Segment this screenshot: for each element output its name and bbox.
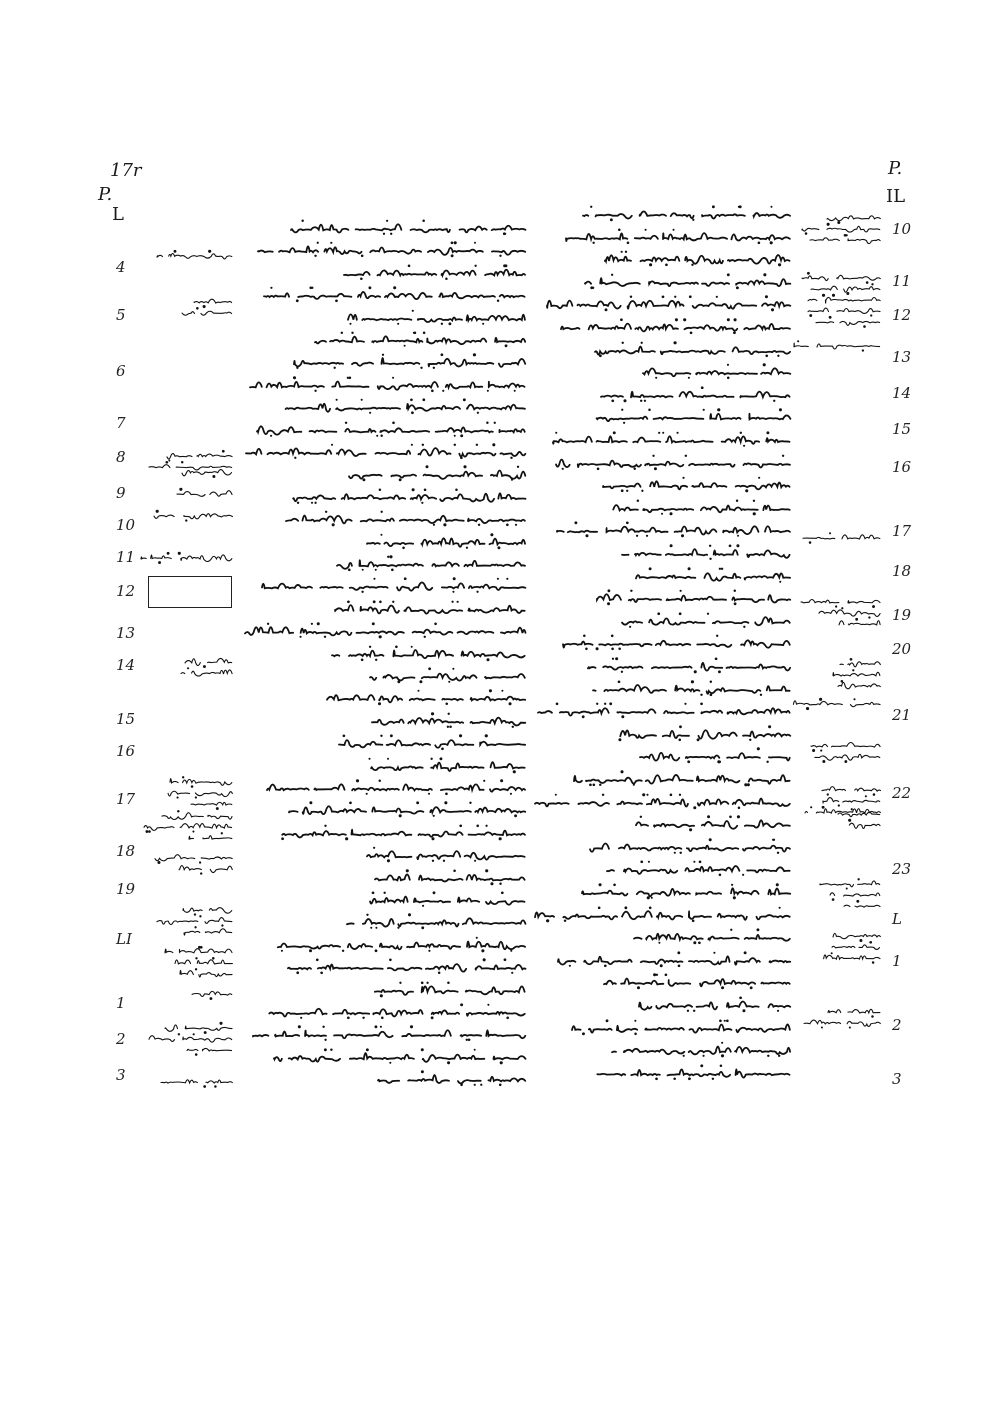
left-verse-number: 15	[116, 710, 136, 728]
left-script-line	[264, 939, 525, 953]
right-margin-note	[816, 880, 880, 890]
left-margin-note	[153, 252, 232, 262]
boxed-marginal-note	[148, 576, 232, 608]
right-margin-note	[812, 318, 880, 328]
left-verse-number: 17	[116, 790, 136, 808]
right-script-line	[557, 321, 790, 335]
left-script-line	[366, 670, 525, 684]
right-script-line	[553, 524, 790, 538]
left-margin-note	[175, 865, 232, 875]
left-verse-number: 7	[116, 414, 126, 432]
right-margin-note	[804, 307, 880, 317]
right-margin-note	[812, 954, 880, 964]
left-verse-number: 11	[116, 548, 136, 566]
left-verse-number: 8	[116, 448, 126, 466]
left-margin-note	[190, 298, 232, 308]
right-margin-note	[824, 1008, 880, 1018]
left-script-line	[340, 267, 525, 281]
left-margin-note	[173, 490, 232, 500]
right-script-line	[599, 479, 790, 493]
left-script-line	[335, 737, 525, 751]
left-verse-number: 4	[116, 258, 126, 276]
left-script-line	[344, 312, 525, 326]
right-margin-note	[829, 932, 880, 942]
left-script-line	[263, 782, 525, 796]
left-margin-note	[150, 512, 232, 522]
left-script-line	[254, 244, 525, 258]
right-script-line	[568, 1022, 790, 1036]
left-script-line	[323, 692, 525, 706]
right-script-line	[593, 592, 790, 606]
right-verse-number: 19	[892, 606, 912, 624]
right-script-line	[636, 750, 790, 764]
left-margin-note	[176, 970, 232, 980]
right-margin-note	[807, 742, 880, 752]
right-script-line	[609, 728, 790, 742]
right-script-line	[593, 253, 790, 267]
left-script-line	[258, 580, 525, 594]
left-script-line	[328, 648, 525, 662]
left-margin-note	[155, 452, 232, 462]
right-verse-number: 1	[892, 952, 902, 970]
left-script-line	[277, 401, 525, 415]
left-margin-note	[181, 658, 232, 668]
right-margin-note	[807, 285, 880, 295]
right-verse-number: 17	[892, 522, 912, 540]
right-verse-number: 12	[892, 306, 912, 324]
left-verse-number: 2	[116, 1030, 126, 1048]
right-margin-note	[835, 620, 880, 630]
left-margin-note	[179, 990, 232, 1000]
left-margin-note	[178, 468, 232, 478]
left-verse-number: LI	[116, 930, 132, 948]
right-verse-number: 22	[892, 784, 912, 802]
left-margin-note	[161, 948, 232, 958]
left-margin-note	[145, 1035, 232, 1045]
left-margin-note	[179, 906, 232, 916]
left-verse-number: 9	[116, 484, 126, 502]
right-script-line	[604, 502, 790, 516]
left-script-line	[331, 603, 525, 617]
right-margin-note	[806, 236, 880, 246]
right-margin-note	[823, 214, 880, 224]
right-script-line	[632, 818, 790, 832]
left-script-line	[242, 446, 525, 460]
right-chapter-number: IL	[886, 186, 906, 207]
right-script-line	[618, 615, 790, 629]
right-margin-note	[826, 891, 880, 901]
right-verse-number: 20	[892, 640, 912, 658]
right-verse-number: 21	[892, 706, 912, 724]
left-margin-note	[178, 309, 232, 319]
right-margin-note	[834, 810, 880, 820]
left-script-line	[333, 558, 525, 572]
right-script-line	[543, 298, 790, 312]
right-verse-number: 2	[892, 1016, 902, 1034]
left-verse-number: 10	[116, 516, 136, 534]
left-margin-note	[161, 1024, 232, 1034]
left-script-line	[374, 1073, 525, 1087]
right-script-line	[531, 796, 790, 810]
right-script-line	[584, 660, 790, 674]
left-script-line	[284, 961, 525, 975]
left-verse-number: 6	[116, 362, 126, 380]
left-script-line	[290, 356, 525, 370]
left-verse-number: 12	[116, 582, 136, 600]
left-margin-note	[147, 917, 232, 927]
left-script-line	[261, 1006, 525, 1020]
right-margin-note	[786, 700, 880, 710]
left-margin-note	[185, 834, 232, 844]
right-verse-number: 18	[892, 562, 912, 580]
right-margin-note	[798, 274, 880, 284]
right-verse-number: 10	[892, 220, 912, 238]
right-margin-note	[818, 786, 880, 796]
left-script-line	[371, 872, 525, 886]
left-script-line	[246, 379, 525, 393]
left-verse-number: 16	[116, 742, 136, 760]
left-script-line	[285, 491, 525, 505]
left-script-line	[366, 894, 525, 908]
right-verse-number: L	[892, 910, 902, 928]
left-margin-note	[157, 1078, 232, 1088]
right-script-line	[593, 1067, 790, 1081]
right-verse-number: 3	[892, 1070, 902, 1088]
right-script-line	[589, 683, 790, 697]
left-margin-note	[137, 554, 232, 564]
right-margin-note	[828, 943, 880, 953]
right-script-line	[581, 276, 790, 290]
left-margin-note	[140, 823, 232, 833]
right-margin-note	[797, 598, 880, 608]
right-script-line	[586, 841, 790, 855]
right-verse-number: 15	[892, 420, 912, 438]
left-margin-note	[158, 812, 232, 822]
right-margin-note	[798, 225, 880, 235]
right-margin-note	[804, 296, 880, 306]
right-script-line	[597, 389, 790, 403]
left-script-line	[271, 827, 525, 841]
left-chapter-number: L	[112, 204, 124, 225]
right-margin-note	[790, 342, 880, 352]
left-verse-number: 18	[116, 842, 136, 860]
left-script-line	[363, 536, 525, 550]
right-script-line	[578, 886, 790, 900]
right-margin-note	[791, 1019, 880, 1029]
right-script-line	[590, 411, 790, 425]
left-verse-number: 1	[116, 994, 126, 1012]
right-margin-note	[829, 671, 880, 681]
right-script-line	[549, 434, 790, 448]
left-script-line	[368, 715, 525, 729]
right-margin-note	[819, 797, 880, 807]
right-script-line	[562, 231, 790, 245]
right-verse-number: 16	[892, 458, 912, 476]
left-verse-number: 5	[116, 306, 126, 324]
left-script-line	[311, 334, 525, 348]
right-verse-number: 11	[892, 272, 912, 290]
left-margin-note	[151, 854, 232, 864]
right-verse-number: 23	[892, 860, 912, 878]
left-verse-number: 13	[116, 624, 136, 642]
left-folio-number: 17r	[110, 160, 142, 181]
right-margin-note	[835, 821, 880, 831]
right-margin-note	[834, 682, 880, 692]
right-script-line	[570, 773, 790, 787]
left-script-line	[287, 222, 525, 236]
right-script-line	[534, 705, 790, 719]
right-script-line	[635, 999, 790, 1013]
right-margin-note	[807, 753, 880, 763]
left-verse-number: 19	[116, 880, 136, 898]
right-verse-number: 13	[892, 348, 912, 366]
right-verse-number: 14	[892, 384, 912, 402]
left-margin-note	[166, 778, 232, 788]
right-script-line	[552, 457, 790, 471]
right-script-line	[531, 909, 790, 923]
right-siglum: P.	[888, 158, 903, 179]
left-script-line	[260, 289, 525, 303]
left-siglum: P.	[98, 184, 113, 205]
left-margin-note	[177, 669, 232, 679]
left-margin-note	[180, 928, 232, 938]
left-margin-note	[158, 789, 232, 799]
left-script-line	[253, 424, 525, 438]
left-script-line	[363, 984, 525, 998]
left-verse-number: 3	[116, 1066, 126, 1084]
right-script-line	[618, 547, 790, 561]
right-script-line	[591, 344, 790, 358]
right-script-line	[554, 954, 790, 968]
left-margin-note	[187, 800, 232, 810]
left-script-line	[345, 468, 525, 482]
right-script-line	[608, 1044, 790, 1058]
left-script-line	[363, 849, 525, 863]
left-script-line	[282, 513, 525, 527]
left-script-line	[249, 1028, 525, 1042]
right-script-line	[630, 570, 790, 584]
right-script-line	[600, 976, 790, 990]
right-script-line	[639, 366, 790, 380]
left-script-line	[343, 916, 525, 930]
left-script-line	[359, 760, 525, 774]
left-margin-note	[183, 1046, 232, 1056]
right-script-line	[630, 931, 790, 945]
left-script-line	[285, 804, 525, 818]
right-margin-note	[799, 534, 880, 544]
left-margin-note	[171, 959, 232, 969]
left-script-line	[270, 1051, 525, 1065]
right-script-line	[559, 637, 790, 651]
left-verse-number: 14	[116, 656, 136, 674]
right-margin-note	[840, 902, 880, 912]
right-script-line	[603, 863, 790, 877]
left-script-line	[241, 625, 525, 639]
right-margin-note	[809, 609, 880, 619]
right-margin-note	[836, 660, 880, 670]
right-script-line	[579, 208, 790, 222]
